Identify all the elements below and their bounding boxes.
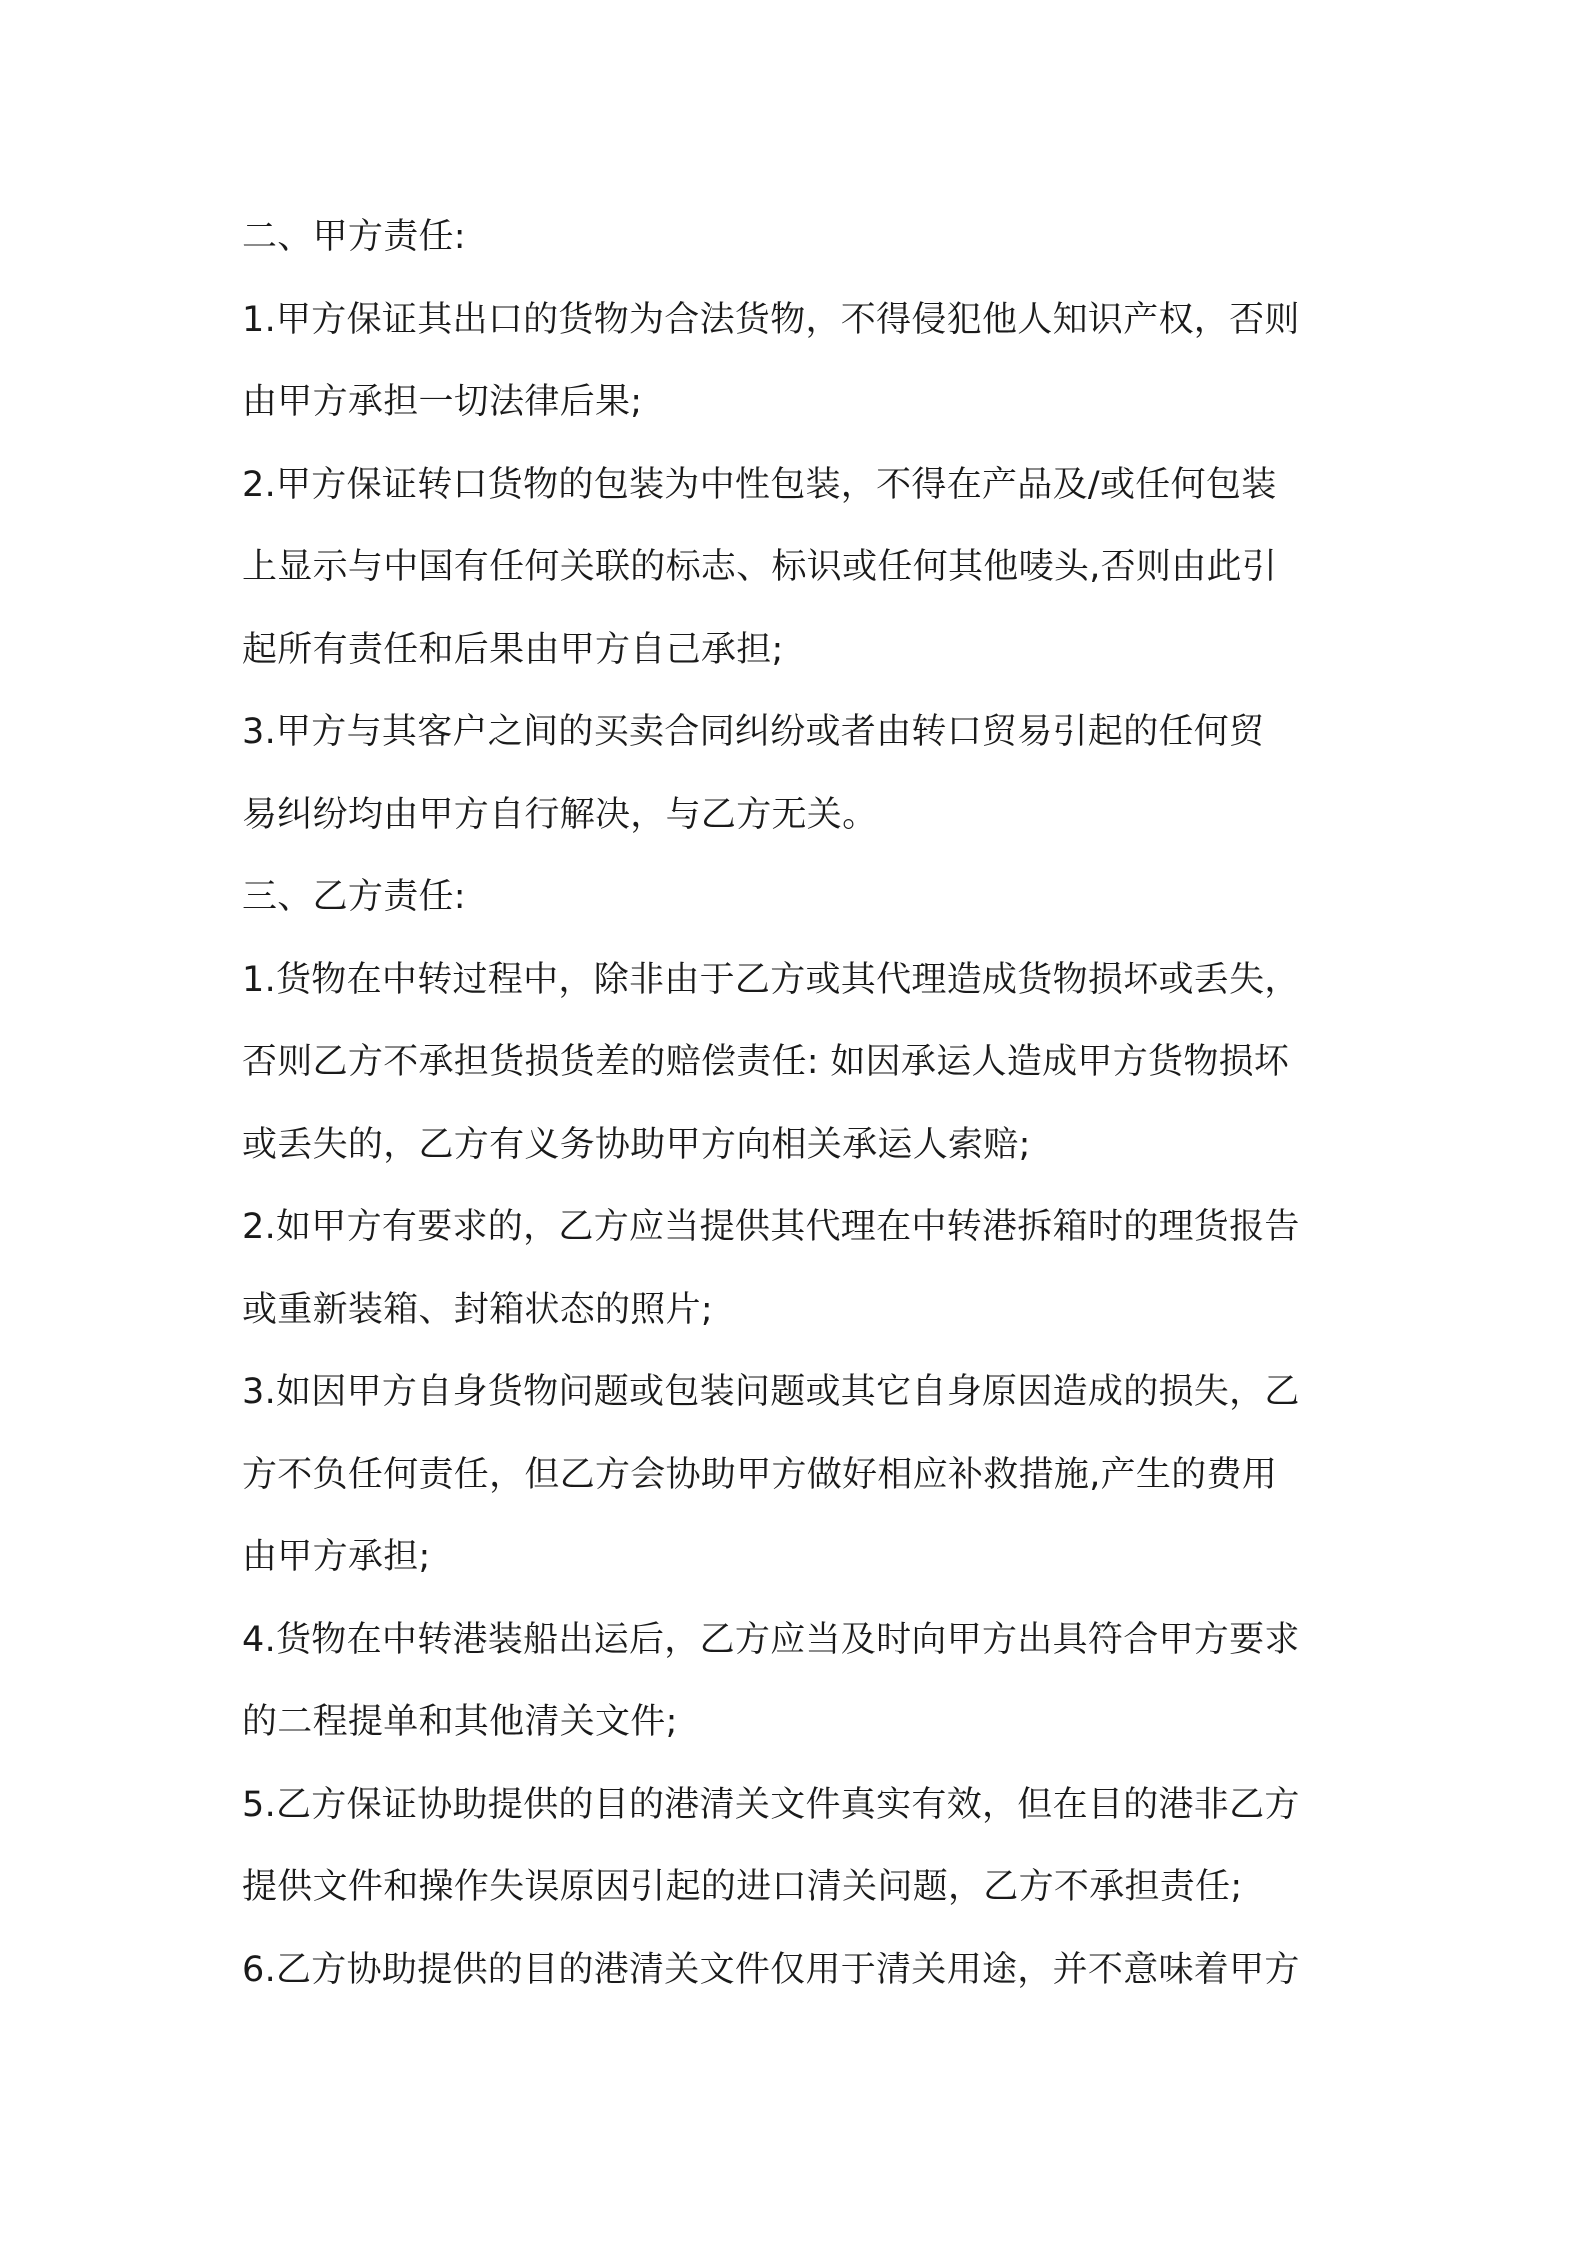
- party-b-clause-5-line-1: 5.乙方保证协助提供的目的港清关文件真实有效，但在目的港非乙方: [242, 1784, 1300, 1825]
- document-body: [242, 196, 1362, 2011]
- party-b-clause-2-line-1: 2.如甲方有要求的，乙方应当提供其代理在中转港拆箱时的理货报告: [242, 1207, 1300, 1247]
- party-a-clause-1-line-1: 1.甲方保证其出口的货物为合法货物，不得侵犯他人知识产权，否则: [242, 299, 1300, 340]
- party-b-clause-1-line-3: 或丢失的，乙方有义务协助甲方向相关承运人索赔;: [242, 1124, 1031, 1165]
- party-b-clause-1-line-1: 1.货物在中转过程中，除非由于乙方或其代理造成货物损坏或丢失，: [242, 959, 1300, 1000]
- section-heading-party-a: 二、甲方责任:: [242, 217, 466, 257]
- party-a-clause-3-line-2: 易纠纷均由甲方自行解决，与乙方无关。: [242, 794, 878, 835]
- party-b-clause-4-line-2: 的二程提单和其他清关文件;: [242, 1702, 678, 1742]
- party-a-clause-2-line-1: 2.甲方保证转口货物的包装为中性包装，不得在产品及/或任何包装: [242, 464, 1277, 505]
- party-b-clause-3-line-1: 3.如因甲方自身货物问题或包装问题或其它自身原因造成的损失，乙: [242, 1372, 1300, 1412]
- section-heading-party-b: 三、乙方责任:: [242, 877, 466, 917]
- party-a-clause-1-line-2: 由甲方承担一切法律后果;: [242, 382, 643, 422]
- party-b-clause-4-line-1: 4.货物在中转港装船出运后，乙方应当及时向甲方出具符合甲方要求: [242, 1619, 1300, 1660]
- party-a-clause-2-line-3: 起所有责任和后果由甲方自己承担;: [242, 629, 784, 670]
- party-b-clause-3-line-3: 由甲方承担;: [242, 1537, 431, 1577]
- party-b-clause-3-line-2: 方不负任何责任，但乙方会协助甲方做好相应补救措施,产生的费用: [242, 1454, 1278, 1495]
- party-b-clause-5-line-2: 提供文件和操作失误原因引起的进口清关问题，乙方不承担责任;: [242, 1867, 1243, 1907]
- party-b-clause-1-line-2: 否则乙方不承担货损货差的赔偿责任: 如因承运人造成甲方货物损坏: [242, 1042, 1290, 1082]
- party-b-clause-6-line-1: 6.乙方协助提供的目的港清关文件仅用于清关用途，并不意味着甲方: [242, 1949, 1300, 1990]
- party-b-clause-2-line-2: 或重新装箱、封箱状态的照片;: [242, 1289, 713, 1330]
- party-a-clause-2-line-2: 上显示与中国有任何关联的标志、标识或任何其他唛头,否则由此引: [242, 547, 1278, 587]
- party-a-clause-3-line-1: 3.甲方与其客户之间的买卖合同纠纷或者由转口贸易引起的任何贸: [242, 712, 1265, 752]
